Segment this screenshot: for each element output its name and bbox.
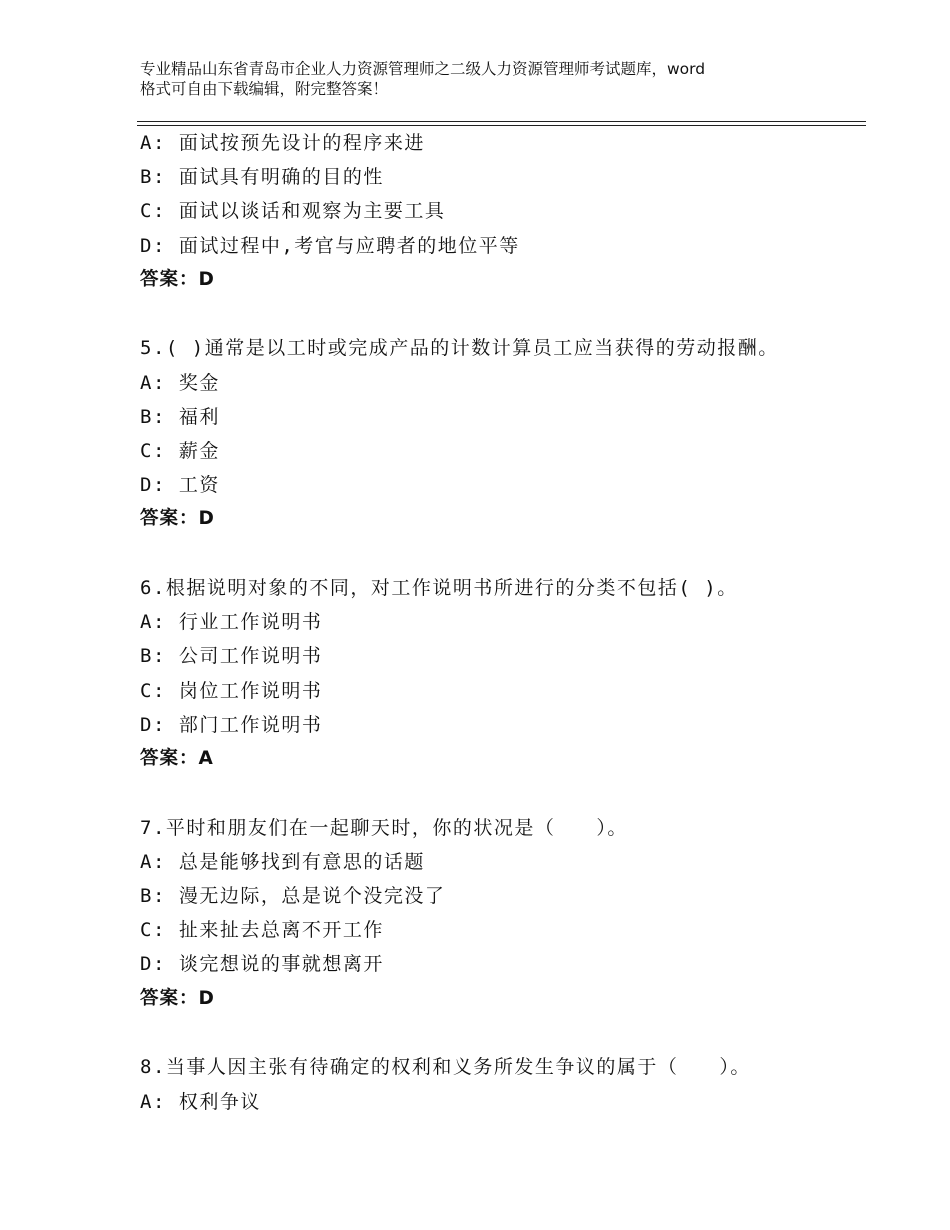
option-c: C: 岗位工作说明书 [140, 679, 323, 702]
question-list [140, 126, 860, 1119]
option-a: A: 面试按预先设计的程序来进 [140, 132, 425, 154]
option-d: D: 面试过程中,考官与应聘者的地位平等 [140, 234, 520, 257]
spacer [140, 776, 860, 811]
question-text: 6.根据说明对象的不同，对工作说明书所进行的分类不包括( )。 [140, 577, 738, 600]
spacer [140, 297, 860, 332]
question-block-6 [140, 571, 860, 776]
question-text: 7.平时和朋友们在一起聊天时，你的状况是（ ）。 [140, 816, 628, 839]
option-a: A: 总是能够找到有意思的话题 [140, 850, 425, 873]
question-block-5 [140, 331, 860, 536]
header-divider-top [137, 121, 866, 122]
spacer [140, 1016, 860, 1051]
header-line-1: 专业精品山东省青岛市企业人力资源管理师之二级人力资源管理师考试题库，word [140, 60, 706, 78]
option-b: B: 公司工作说明书 [140, 645, 323, 668]
option-a: A: 权利争议 [140, 1090, 261, 1113]
option-c: C: 扯来扯去总离不开工作 [140, 919, 384, 942]
question-text: 8.当事人因主张有待确定的权利和义务所发生争议的属于（ ）。 [140, 1056, 751, 1079]
question-block-7 [140, 811, 860, 1016]
option-b: B: 面试具有明确的目的性 [140, 166, 384, 189]
question-block-4 [140, 126, 860, 297]
option-d: D: 工资 [140, 474, 220, 497]
option-c: C: 薪金 [140, 440, 220, 462]
option-d: D: 部门工作说明书 [140, 713, 323, 736]
option-b: B: 漫无边际，总是说个没完没了 [140, 885, 446, 908]
option-b: B: 福利 [140, 405, 220, 428]
answer: 答案：D [140, 508, 215, 530]
document-header [140, 59, 830, 99]
option-c: C: 面试以谈话和观察为主要工具 [140, 200, 446, 223]
question-block-8 [140, 1050, 860, 1118]
answer: 答案：D [140, 268, 215, 290]
header-line-2: 格式可自由下载编辑，附完整答案！ [140, 80, 389, 98]
spacer [140, 537, 860, 572]
answer: 答案：A [140, 748, 214, 769]
answer: 答案：D [140, 987, 215, 1009]
option-d: D: 谈完想说的事就想离开 [140, 953, 384, 976]
option-a: A: 奖金 [140, 371, 220, 394]
question-text: 5.( )通常是以工时或完成产品的计数计算员工应当获得的劳动报酬。 [140, 337, 779, 360]
option-a: A: 行业工作说明书 [140, 611, 323, 634]
